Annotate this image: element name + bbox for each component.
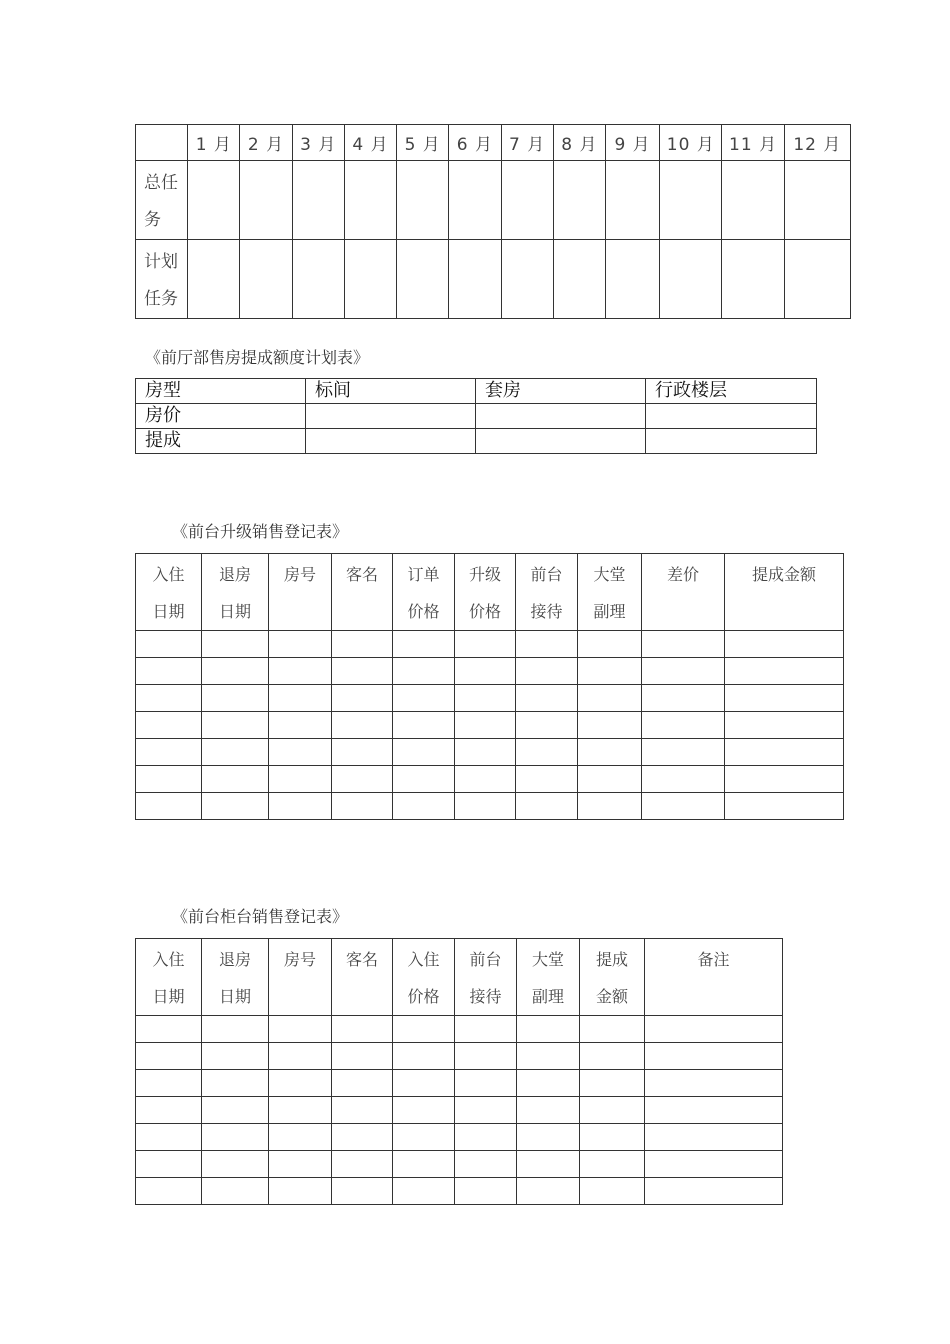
table-cell[interactable] <box>332 1124 393 1151</box>
table-row <box>136 1070 783 1097</box>
table-cell[interactable] <box>136 766 202 793</box>
table-cell[interactable] <box>517 1016 580 1043</box>
header-line: 入住 <box>152 565 185 584</box>
table-cell[interactable] <box>642 658 725 685</box>
table-cell[interactable] <box>332 739 393 766</box>
header-line: 副理 <box>593 602 626 621</box>
table-cell[interactable] <box>397 161 449 240</box>
table-cell[interactable] <box>332 1070 393 1097</box>
table-cell[interactable] <box>136 631 202 658</box>
table-cell[interactable] <box>455 631 516 658</box>
table-cell[interactable] <box>517 1178 580 1205</box>
table-cell[interactable] <box>393 685 455 712</box>
table-cell[interactable] <box>332 766 393 793</box>
table-cell[interactable] <box>269 685 332 712</box>
header-line: 日期 <box>152 602 185 621</box>
table-cell[interactable] <box>476 404 646 429</box>
header-line: 日期 <box>152 987 185 1006</box>
table-cell[interactable] <box>725 712 844 739</box>
table-header-row <box>136 125 851 161</box>
table-cell[interactable] <box>202 631 269 658</box>
header-line: 房号 <box>283 565 316 584</box>
header-line: 价格 <box>407 987 440 1006</box>
table-cell[interactable] <box>455 1070 517 1097</box>
table-cell[interactable] <box>202 766 269 793</box>
table-cell[interactable] <box>332 658 393 685</box>
table-cell[interactable] <box>269 1016 332 1043</box>
header-line: 接待 <box>530 602 563 621</box>
header-line: 提成金额 <box>751 565 816 584</box>
header-line: 价格 <box>407 602 440 621</box>
table-cell[interactable] <box>202 1178 269 1205</box>
table-cell[interactable] <box>578 631 642 658</box>
table-cell[interactable] <box>642 766 725 793</box>
table-cell[interactable] <box>136 658 202 685</box>
table-cell[interactable] <box>722 161 784 240</box>
month-header: 11 月 <box>722 125 784 161</box>
header-line: 客名 <box>345 565 378 584</box>
table-cell[interactable] <box>580 1097 645 1124</box>
table-cell[interactable] <box>393 766 455 793</box>
table-cell[interactable] <box>240 240 292 319</box>
table-cell[interactable] <box>332 1016 393 1043</box>
table-cell[interactable] <box>344 161 396 240</box>
column-header <box>517 939 580 1016</box>
table-cell[interactable] <box>202 1151 269 1178</box>
table-cell[interactable] <box>578 739 642 766</box>
upgrade-register-caption: 《前台升级销售登记表》 <box>172 522 349 541</box>
row-label-line: 计划 <box>144 252 178 272</box>
table-row <box>136 1043 783 1070</box>
commission-plan-caption: 《前厅部售房提成额度计划表》 <box>145 348 370 367</box>
monthly-task-table <box>135 124 851 319</box>
table-cell[interactable] <box>269 1124 332 1151</box>
table-cell[interactable] <box>580 1178 645 1205</box>
table-cell[interactable] <box>393 1097 455 1124</box>
table-cell[interactable] <box>517 1070 580 1097</box>
column-header <box>455 554 516 631</box>
table-cell[interactable] <box>455 1016 517 1043</box>
table-cell[interactable] <box>645 1097 783 1124</box>
table-cell[interactable] <box>516 793 578 820</box>
table-cell[interactable] <box>292 240 344 319</box>
month-header: 4 月 <box>344 125 396 161</box>
upgrade-register-table <box>135 553 844 820</box>
table-cell[interactable] <box>516 712 578 739</box>
header-line: 退房 <box>218 950 251 969</box>
table-cell[interactable] <box>332 1097 393 1124</box>
table-cell[interactable] <box>136 1070 202 1097</box>
column-header <box>136 554 202 631</box>
table-cell[interactable] <box>269 712 332 739</box>
table-cell[interactable] <box>725 739 844 766</box>
header-line: 客名 <box>345 950 378 969</box>
table-cell[interactable] <box>240 161 292 240</box>
table-cell[interactable] <box>393 1016 455 1043</box>
table-cell[interactable] <box>580 1043 645 1070</box>
table-cell[interactable] <box>344 240 396 319</box>
row-label-line: 务 <box>144 210 161 230</box>
table-cell[interactable] <box>660 240 722 319</box>
header-line: 日期 <box>218 602 251 621</box>
table-cell[interactable] <box>136 712 202 739</box>
month-header: 2 月 <box>240 125 292 161</box>
header-line: 接待 <box>469 987 502 1006</box>
table-cell[interactable] <box>517 1124 580 1151</box>
counter-register-body <box>136 1016 783 1205</box>
table-row <box>136 1097 783 1124</box>
table-row <box>136 1178 783 1205</box>
table-cell[interactable] <box>642 712 725 739</box>
table-cell[interactable] <box>578 685 642 712</box>
header-line: 前台 <box>530 565 563 584</box>
table-cell[interactable] <box>449 240 501 319</box>
table-cell[interactable] <box>136 1178 202 1205</box>
table-cell[interactable] <box>202 1124 269 1151</box>
month-header: 9 月 <box>605 125 659 161</box>
row-label-line: 任务 <box>144 289 178 309</box>
table-cell[interactable] <box>553 240 605 319</box>
table-cell[interactable] <box>725 631 844 658</box>
table-cell[interactable] <box>476 429 646 454</box>
table-cell[interactable] <box>455 793 516 820</box>
table-cell[interactable] <box>269 766 332 793</box>
row-label: 房价 <box>136 404 306 429</box>
header-line: 退房 <box>218 565 251 584</box>
table-cell[interactable] <box>269 1070 332 1097</box>
table-header-row <box>136 554 844 631</box>
table-cell[interactable] <box>722 240 784 319</box>
table-cell[interactable] <box>725 658 844 685</box>
month-header: 10 月 <box>660 125 722 161</box>
table-cell[interactable] <box>202 712 269 739</box>
month-header: 7 月 <box>501 125 553 161</box>
table-cell[interactable] <box>136 1151 202 1178</box>
table-cell[interactable] <box>455 739 516 766</box>
table-row <box>136 712 844 739</box>
table-cell[interactable] <box>332 1178 393 1205</box>
table-cell[interactable] <box>269 739 332 766</box>
table-row <box>136 161 851 240</box>
table-cell[interactable] <box>516 685 578 712</box>
table-cell[interactable] <box>501 240 553 319</box>
table-cell[interactable] <box>269 1043 332 1070</box>
table-cell[interactable] <box>332 1151 393 1178</box>
column-header <box>202 554 269 631</box>
table-cell[interactable] <box>660 161 722 240</box>
table-cell[interactable] <box>393 1178 455 1205</box>
header-line: 订单 <box>407 565 440 584</box>
column-header: 套房 <box>476 379 646 404</box>
table-cell[interactable] <box>397 240 449 319</box>
table-cell[interactable] <box>393 631 455 658</box>
table-cell[interactable] <box>646 404 817 429</box>
table-cell[interactable] <box>202 739 269 766</box>
header-line: 日期 <box>218 987 251 1006</box>
column-header <box>516 554 578 631</box>
table-cell[interactable] <box>269 631 332 658</box>
table-cell[interactable] <box>517 1151 580 1178</box>
table-cell[interactable] <box>580 1070 645 1097</box>
table-header-row <box>136 939 783 1016</box>
table-row <box>136 1016 783 1043</box>
header-line: 备注 <box>697 950 730 969</box>
table-row <box>136 1151 783 1178</box>
table-cell[interactable] <box>306 429 476 454</box>
table-cell[interactable] <box>136 1124 202 1151</box>
table-cell[interactable] <box>269 793 332 820</box>
table-cell[interactable] <box>202 1016 269 1043</box>
table-cell[interactable] <box>332 793 393 820</box>
table-cell[interactable] <box>645 1151 783 1178</box>
table-cell[interactable] <box>269 658 332 685</box>
table-header-row <box>136 379 817 404</box>
table-cell[interactable] <box>646 429 817 454</box>
row-label: 提成 <box>136 429 306 454</box>
table-cell[interactable] <box>292 161 344 240</box>
table-cell[interactable] <box>642 739 725 766</box>
table-cell[interactable] <box>642 685 725 712</box>
table-cell[interactable] <box>332 685 393 712</box>
table-cell[interactable] <box>645 1016 783 1043</box>
corner-cell <box>136 125 188 161</box>
column-header <box>393 554 455 631</box>
table-cell[interactable] <box>269 1178 332 1205</box>
table-cell[interactable] <box>553 161 605 240</box>
table-cell[interactable] <box>136 793 202 820</box>
column-header <box>455 939 517 1016</box>
column-header <box>202 939 269 1016</box>
header-line: 房号 <box>283 950 316 969</box>
table-cell[interactable] <box>645 1043 783 1070</box>
table-cell[interactable] <box>645 1070 783 1097</box>
table-row <box>136 404 817 429</box>
table-cell[interactable] <box>580 1016 645 1043</box>
table-cell[interactable] <box>517 1043 580 1070</box>
column-header: 房型 <box>136 379 306 404</box>
table-cell[interactable] <box>725 793 844 820</box>
table-cell[interactable] <box>202 658 269 685</box>
month-header: 8 月 <box>553 125 605 161</box>
header-line: 大堂 <box>531 950 564 969</box>
column-header <box>269 554 332 631</box>
table-cell[interactable] <box>136 739 202 766</box>
table-cell[interactable] <box>332 712 393 739</box>
header-line: 升级 <box>468 565 501 584</box>
table-row <box>136 631 844 658</box>
table-cell[interactable] <box>393 658 455 685</box>
table-cell[interactable] <box>202 1043 269 1070</box>
table-cell[interactable] <box>202 1097 269 1124</box>
table-cell[interactable] <box>136 1043 202 1070</box>
table-cell[interactable] <box>393 1151 455 1178</box>
table-cell[interactable] <box>188 240 240 319</box>
table-cell[interactable] <box>269 1151 332 1178</box>
table-cell[interactable] <box>725 766 844 793</box>
table-row <box>136 658 844 685</box>
table-row <box>136 739 844 766</box>
table-cell[interactable] <box>332 1043 393 1070</box>
table-row <box>136 793 844 820</box>
table-cell[interactable] <box>449 161 501 240</box>
column-header <box>580 939 645 1016</box>
table-row <box>136 685 844 712</box>
table-cell[interactable] <box>580 1151 645 1178</box>
table-cell[interactable] <box>393 712 455 739</box>
table-cell[interactable] <box>455 766 516 793</box>
month-header: 12 月 <box>784 125 850 161</box>
table-cell[interactable] <box>393 1070 455 1097</box>
table-cell[interactable] <box>202 793 269 820</box>
header-line: 大堂 <box>593 565 626 584</box>
table-cell[interactable] <box>517 1097 580 1124</box>
header-line: 提成 <box>595 950 628 969</box>
table-cell[interactable] <box>725 685 844 712</box>
header-line: 金额 <box>595 987 628 1006</box>
column-header <box>269 939 332 1016</box>
table-cell[interactable] <box>645 1124 783 1151</box>
table-cell[interactable] <box>578 658 642 685</box>
commission-plan-table <box>135 378 817 454</box>
table-cell[interactable] <box>393 793 455 820</box>
column-header <box>332 554 393 631</box>
header-line: 副理 <box>531 987 564 1006</box>
table-cell[interactable] <box>605 161 659 240</box>
table-cell[interactable] <box>202 685 269 712</box>
column-header <box>642 554 725 631</box>
table-cell[interactable] <box>136 1016 202 1043</box>
row-label-line: 总任 <box>144 173 178 193</box>
table-cell[interactable] <box>455 1043 517 1070</box>
table-cell[interactable] <box>784 240 850 319</box>
table-cell[interactable] <box>516 631 578 658</box>
table-cell[interactable] <box>578 793 642 820</box>
header-line: 入住 <box>152 950 185 969</box>
month-header: 5 月 <box>397 125 449 161</box>
table-cell[interactable] <box>202 1070 269 1097</box>
table-cell[interactable] <box>501 161 553 240</box>
table-cell[interactable] <box>784 161 850 240</box>
table-cell[interactable] <box>269 1097 332 1124</box>
month-header: 3 月 <box>292 125 344 161</box>
header-line: 入住 <box>407 950 440 969</box>
counter-register-caption: 《前台柜台销售登记表》 <box>172 907 349 926</box>
column-header <box>645 939 783 1016</box>
month-header: 1 月 <box>188 125 240 161</box>
table-cell[interactable] <box>455 658 516 685</box>
table-cell[interactable] <box>578 712 642 739</box>
table-cell[interactable] <box>455 1178 517 1205</box>
column-header <box>393 939 455 1016</box>
column-header <box>332 939 393 1016</box>
table-cell[interactable] <box>455 685 516 712</box>
table-row <box>136 1124 783 1151</box>
table-cell[interactable] <box>393 1124 455 1151</box>
table-cell[interactable] <box>136 1097 202 1124</box>
table-cell[interactable] <box>136 685 202 712</box>
column-header: 行政楼层 <box>646 379 817 404</box>
table-cell[interactable] <box>516 739 578 766</box>
table-cell[interactable] <box>516 766 578 793</box>
upgrade-register-body <box>136 631 844 820</box>
table-row <box>136 766 844 793</box>
row-label-planned-task <box>136 240 188 319</box>
header-line: 差价 <box>666 565 699 584</box>
table-cell[interactable] <box>455 1151 517 1178</box>
table-cell[interactable] <box>516 658 578 685</box>
table-cell[interactable] <box>578 766 642 793</box>
table-cell[interactable] <box>642 631 725 658</box>
table-row <box>136 429 817 454</box>
table-cell[interactable] <box>455 1124 517 1151</box>
table-cell[interactable] <box>332 631 393 658</box>
table-cell[interactable] <box>645 1178 783 1205</box>
counter-register-table <box>135 938 783 1205</box>
table-cell[interactable] <box>642 793 725 820</box>
header-line: 价格 <box>468 602 501 621</box>
header-line: 前台 <box>469 950 502 969</box>
table-cell[interactable] <box>605 240 659 319</box>
table-row <box>136 240 851 319</box>
month-header: 6 月 <box>449 125 501 161</box>
column-header <box>136 939 202 1016</box>
row-label-total-task <box>136 161 188 240</box>
table-cell[interactable] <box>455 1097 517 1124</box>
table-cell[interactable] <box>188 161 240 240</box>
column-header: 标间 <box>306 379 476 404</box>
table-cell[interactable] <box>393 739 455 766</box>
table-cell[interactable] <box>580 1124 645 1151</box>
table-cell[interactable] <box>455 712 516 739</box>
column-header <box>578 554 642 631</box>
table-cell[interactable] <box>306 404 476 429</box>
column-header <box>725 554 844 631</box>
table-cell[interactable] <box>393 1043 455 1070</box>
